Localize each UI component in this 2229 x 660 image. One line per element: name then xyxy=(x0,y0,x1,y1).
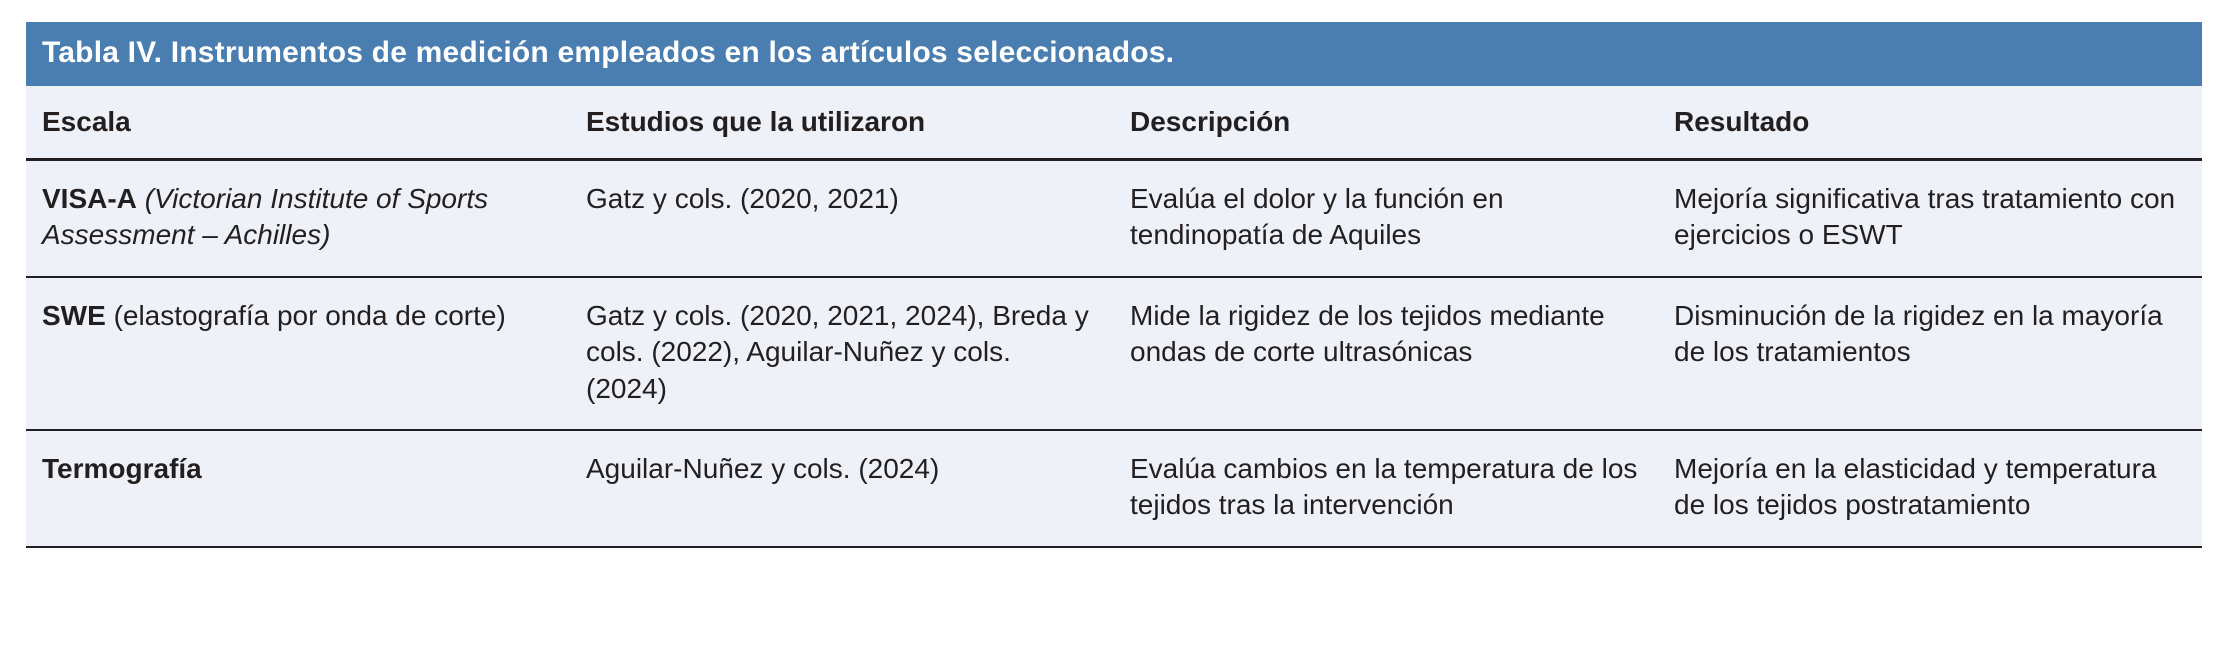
column-header-descripcion: Descripción xyxy=(1114,86,1658,160)
cell-result: Mejoría significativa tras tratamiento con ejercicios o ESWT xyxy=(1658,160,2202,277)
cell-description: Evalúa el dolor y la función en tendinopatía de Aquiles xyxy=(1114,160,1658,277)
cell-result: Mejoría en la elasticidad y temperatura de los tejidos postratamiento xyxy=(1658,430,2202,547)
cell-scale xyxy=(26,160,570,277)
column-header-estudios: Estudios que la utilizaron xyxy=(570,86,1114,160)
table-header-row xyxy=(26,86,2202,160)
scale-full-name: (Victorian Institute of Sports Assessment – Achilles) xyxy=(42,183,489,251)
table-title: Tabla IV. Instrumentos de medición empleados en los artículos seleccionados. xyxy=(26,22,2202,86)
scale-abbreviation: VISA-A xyxy=(42,183,137,214)
cell-scale xyxy=(26,277,570,430)
scale-full-name: (elastografía por onda de corte) xyxy=(113,299,506,331)
table-title-row xyxy=(26,22,2202,86)
measurement-instruments-table-container xyxy=(26,22,2202,548)
cell-scale xyxy=(26,430,570,547)
column-header-resultado: Resultado xyxy=(1658,86,2202,160)
measurement-instruments-table xyxy=(26,22,2202,548)
scale-abbreviation: Termografía xyxy=(42,452,202,484)
column-header-escala: Escala xyxy=(26,86,570,160)
cell-description: Evalúa cambios en la temperatura de los tejidos tras la intervención xyxy=(1114,430,1658,547)
scale-abbreviation: SWE xyxy=(42,299,106,331)
cell-studies: Aguilar-Nuñez y cols. (2024) xyxy=(570,430,1114,547)
table-row xyxy=(26,430,2202,547)
cell-description: Mide la rigidez de los tejidos mediante ondas de corte ultrasónicas xyxy=(1114,277,1658,430)
cell-studies: Gatz y cols. (2020, 2021) xyxy=(570,160,1114,277)
table-row xyxy=(26,160,2202,277)
cell-studies: Gatz y cols. (2020, 2021, 2024), Breda y cols. (2022), Aguilar-Nuñez y cols. (2024) xyxy=(570,277,1114,430)
table-row xyxy=(26,277,2202,430)
cell-result: Disminución de la rigidez en la mayoría de los tratamientos xyxy=(1658,277,2202,430)
